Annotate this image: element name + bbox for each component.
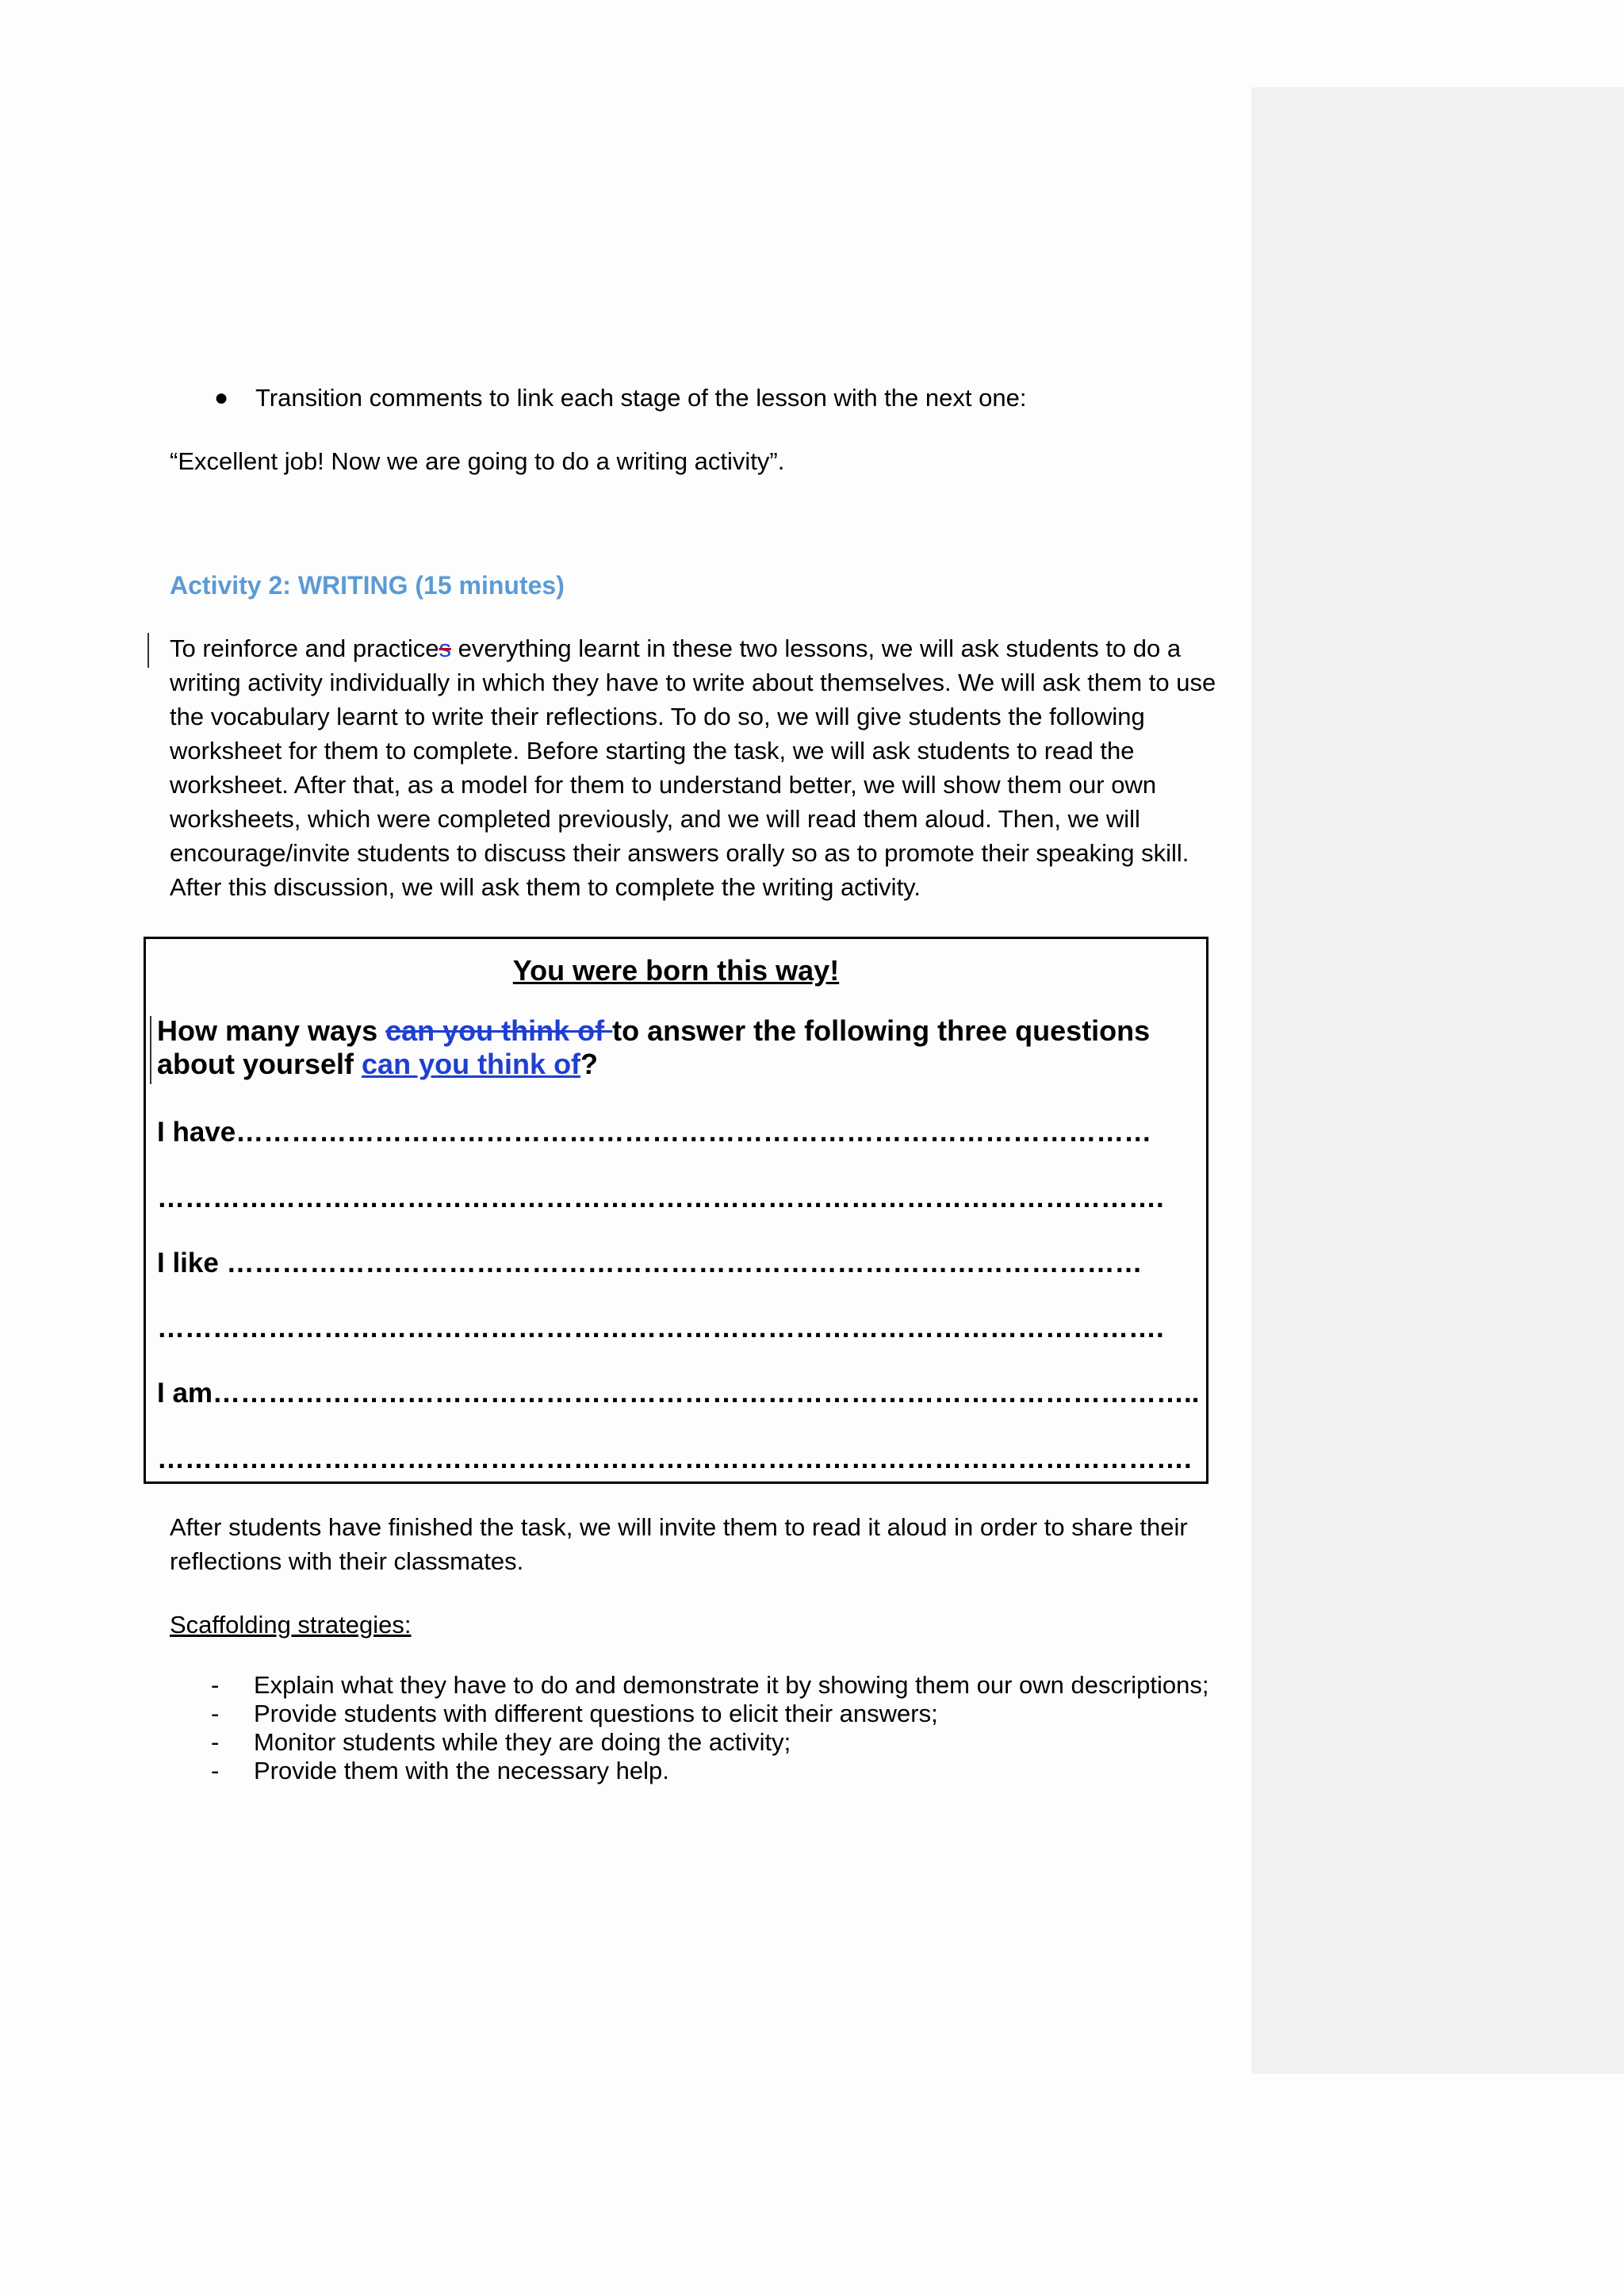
list-item: [170, 1671, 1236, 1700]
bullet-marker: ●: [214, 385, 229, 411]
change-bar-marker: [147, 633, 149, 668]
list-item: [170, 1700, 1236, 1728]
question-tracked-insertion: can you think of: [362, 1048, 581, 1080]
question-part-2: to answer the following three questions about yourself: [157, 1014, 1151, 1080]
worksheet-line-i-am: I am……………………………………………………………………………………………..: [157, 1378, 1200, 1409]
activity-heading: Activity 2: WRITING (15 minutes): [170, 571, 565, 600]
list-item-text: Provide students with different questions to elicit their answers;: [254, 1700, 938, 1727]
intro-paragraph: [170, 631, 1232, 904]
worksheet-box: [144, 937, 1208, 1484]
worksheet-dotted-line: ……………………………………………………………………………………………….: [157, 1182, 1164, 1213]
transition-quote: “Excellent job! Now we are going to do a writing activity”.: [170, 447, 785, 475]
worksheet-title: You were born this way!: [512, 954, 840, 987]
worksheet-question: [157, 1014, 1196, 1081]
intro-paragraph-start: To reinforce and practice: [170, 634, 439, 662]
dash-marker: -: [211, 1671, 220, 1699]
dash-marker: -: [211, 1700, 220, 1727]
dash-marker: -: [211, 1757, 220, 1784]
list-item: [170, 1728, 1236, 1757]
list-item-text: Monitor students while they are doing the activity;: [254, 1728, 791, 1756]
after-task-paragraph: After students have finished the task, we will invite them to read it aloud in order to share their reflections with their classmates.: [170, 1513, 1188, 1575]
scaffolding-heading: Scaffolding strategies:: [170, 1611, 412, 1639]
scaffolding-list: [170, 1671, 1236, 1785]
question-end: ?: [580, 1048, 599, 1080]
worksheet-line-i-like: I like ………………………………………………………………………………………: [157, 1248, 1143, 1278]
intro-paragraph-rest: everything learnt in these two lessons, we will ask students to do a writing activity individually in which they have to write about themselves. We will ask them to use the vocabulary learnt to write their reflections. To do so, we will give students the following worksheet for them to complete. Before starting the task, we will ask students to read the worksheet. After that, as a model for them to understand better, we will show them our own worksheets, which were completed previously, and we will read them aloud. Then, we will encourage/invite students to discuss their answers orally so as to promote their speaking skill. After this discussion, we will ask them to complete the writing activity.: [170, 634, 1216, 901]
question-part-1: How many ways: [157, 1014, 386, 1047]
worksheet-change-bar: [150, 1016, 151, 1084]
list-item-text: Provide them with the necessary help.: [254, 1757, 669, 1784]
worksheet-dotted-line: ………………………………………………………………………………………………….: [157, 1443, 1192, 1474]
question-tracked-deletion: can you think of: [385, 1014, 613, 1047]
comment-pane: [1251, 87, 1624, 2074]
worksheet-dotted-line: ……………………………………………………………………………………………….: [157, 1313, 1164, 1343]
bullet-text: Transition comments to link each stage of the lesson with the next one:: [255, 384, 1027, 412]
list-item-text: Explain what they have to do and demonstrate it by showing them our own descriptions;: [254, 1671, 1209, 1699]
list-item: [170, 1757, 1236, 1785]
worksheet-line-i-have: I have………………………………………………………………………………………: [157, 1117, 1152, 1148]
tracked-deletion: s: [439, 634, 451, 662]
dash-marker: -: [211, 1728, 220, 1756]
